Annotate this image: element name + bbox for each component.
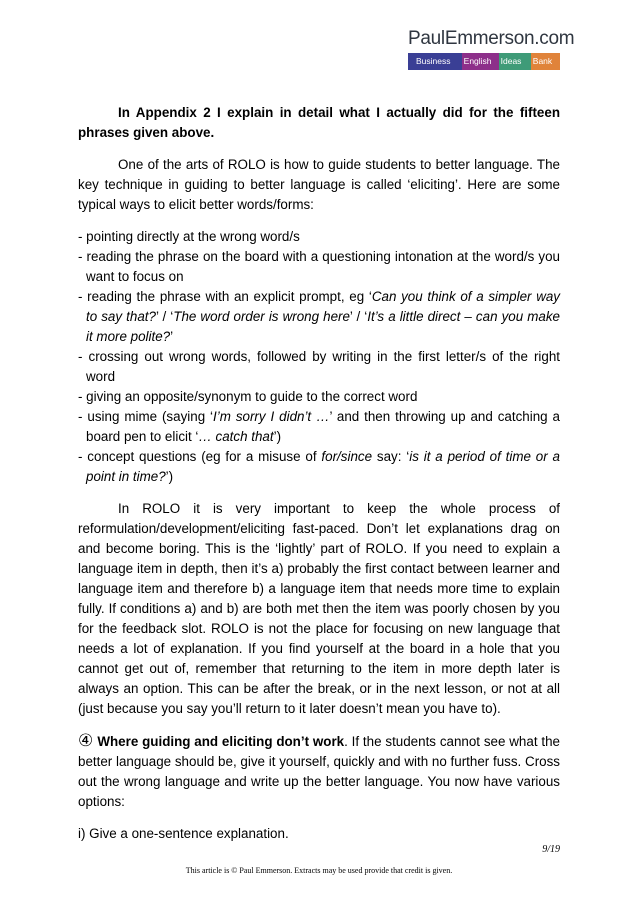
logo-tagline bbox=[408, 53, 560, 70]
step-number: ④ bbox=[78, 731, 94, 750]
pace-paragraph: In ROLO it is very important to keep the whole process of reformulation/development/eliciting fast-paced. Don’t let explanations drag on and become boring. This is the ‘lightly’ part of ROLO. If you need to explain a language item in depth, then it’s a) probably the first contact between learner and language item and therefore b) a language item that needs more time to explain fully. If conditions a) and b) are both met then the item was poorly chosen by you for the feedback slot. ROLO is not the place for focusing on new language that needs a lot of explanation. If you find yourself at the board in a hole that you cannot get out of, remember that returning to the item in more depth later is always an option. This can be after the break, or in the next lesson, or not at all (just because you say you’ll return to it later doesn’t mean you have to). bbox=[78, 501, 560, 716]
list-item: - using mime (saying ‘I’m sorry I didn’t …’ and then throwing up and catching a board pen to elicit ‘… catch that’) bbox=[78, 409, 560, 444]
logo-title: PaulEmmerson.com bbox=[408, 28, 575, 49]
article-body bbox=[78, 103, 560, 844]
page-number: 9/19 bbox=[542, 844, 560, 855]
list-item: - pointing directly at the wrong word/s bbox=[78, 229, 300, 244]
guiding-paragraph: ④ Where guiding and eliciting don’t work. If the students cannot see what the better language should be, give it yourself, quickly and with no further fuss. Cross out the wrong language and write up the better language. You now have various options: bbox=[78, 731, 560, 809]
option-one: i) Give a one-sentence explanation. bbox=[78, 826, 289, 841]
logo-seg-bank: Bank bbox=[531, 53, 560, 70]
logo-seg-ideas: Ideas bbox=[499, 53, 531, 70]
logo-seg-business: Business bbox=[408, 53, 462, 70]
site-logo bbox=[408, 28, 575, 70]
logo-seg-english: English bbox=[462, 53, 499, 70]
list-item: - reading the phrase on the board with a questioning intonation at the word/s you want to focus on bbox=[78, 249, 560, 284]
list-item: - giving an opposite/synonym to guide to the correct word bbox=[78, 389, 418, 404]
eliciting-intro: One of the arts of ROLO is how to guide students to better language. The key technique in guiding to better language is called ‘eliciting’. Here are some typical ways to elicit better words/forms: bbox=[78, 157, 560, 212]
list-item: - crossing out wrong words, followed by writing in the first letter/s of the right word bbox=[78, 349, 560, 384]
list-item: - reading the phrase with an explicit prompt, eg ‘Can you think of a simpler way to say that?’ / ‘The word order is wrong here’ / ‘It’s a little direct – can you make it more polite?’ bbox=[78, 289, 561, 344]
appendix-note: In Appendix 2 I explain in detail what I actually did for the fifteen phrases given above. bbox=[78, 105, 560, 140]
eliciting-list bbox=[78, 227, 560, 487]
copyright-footer: This article is © Paul Emmerson. Extracts may be used provide that credit is given. bbox=[185, 866, 453, 875]
list-item: - concept questions (eg for a misuse of for/since say: ‘is it a period of time or a point in time?’) bbox=[78, 449, 560, 484]
guiding-heading: Where guiding and eliciting don’t work bbox=[97, 734, 345, 749]
